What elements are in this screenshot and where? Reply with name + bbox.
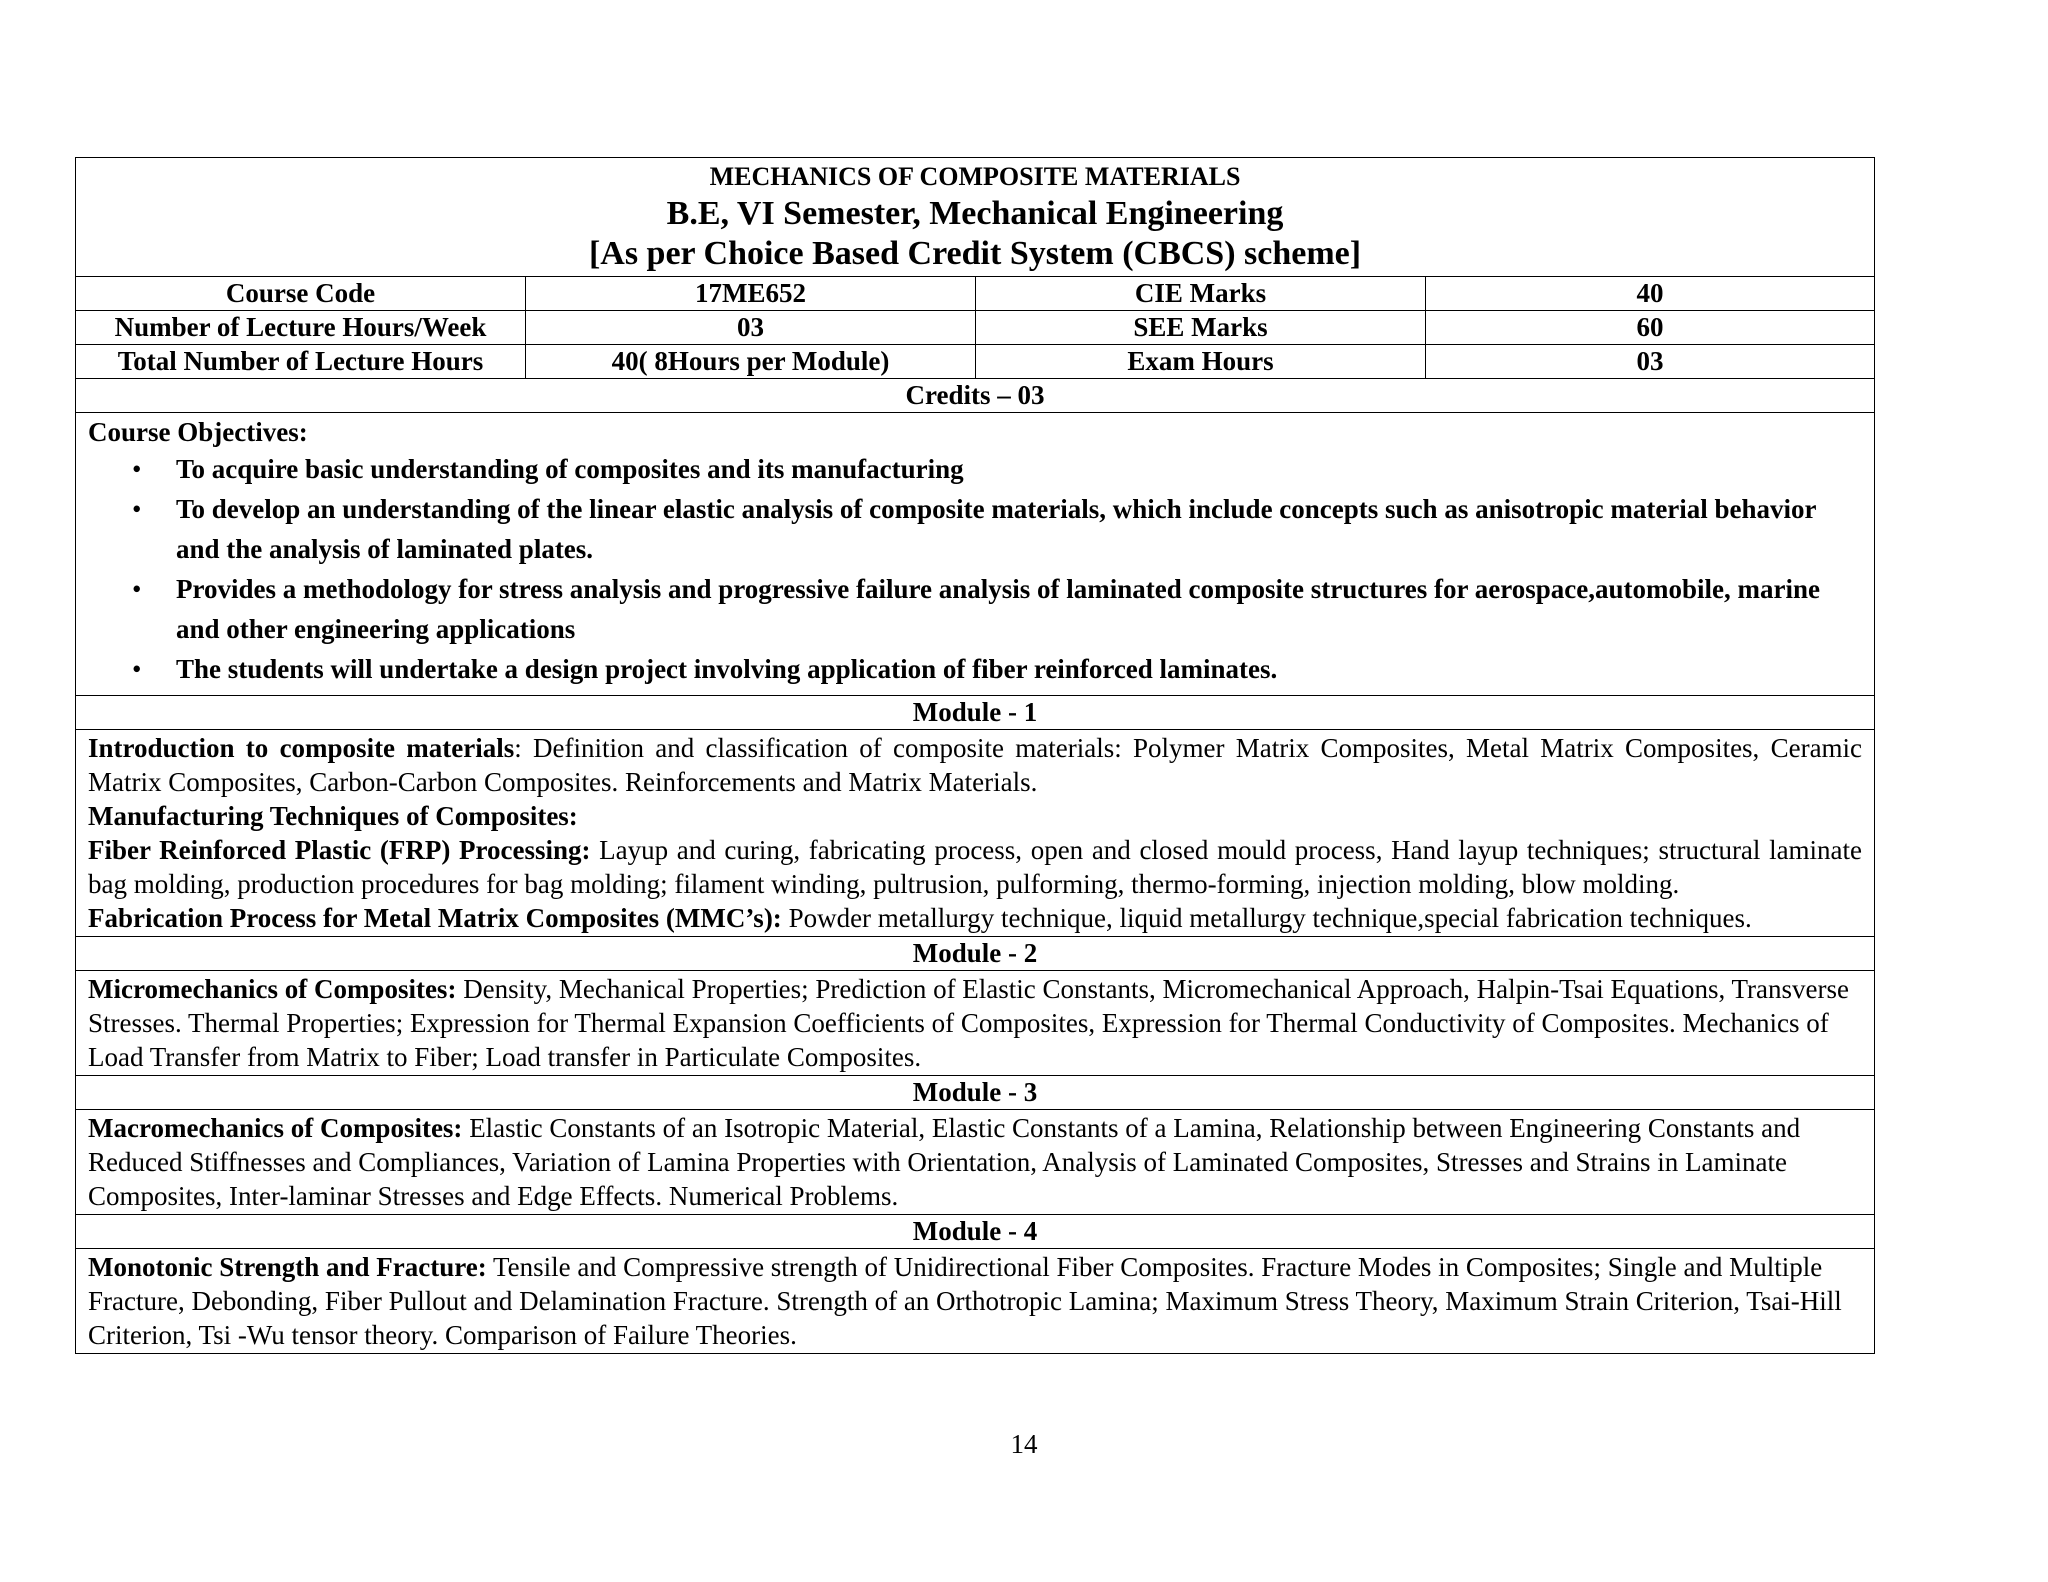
module-text: Powder metallurgy technique, liquid metallurgy technique,special fabrication techniques.	[781, 903, 1752, 933]
objective-item	[132, 569, 1862, 649]
module-paragraph	[88, 731, 1862, 799]
module-4-body	[76, 1249, 1875, 1354]
module-4-title: Module - 4	[76, 1215, 1875, 1249]
module-text: Tensile and Compressive strength of Unidirectional Fiber Composites. Fracture Modes in Composites; Single and Multiple Fracture, Debonding, Fiber Pullout and Delamination Fracture. Strength of an Orthotropic Lamina; Maximum Stress Theory, Maximum Strain Criterion, Tsai-Hill Criterion, Tsi -Wu tensor theory. Comparison of Failure Theories.	[88, 1252, 1842, 1350]
lecture-hours-week-label: Number of Lecture Hours/Week	[76, 311, 526, 345]
objective-item	[132, 489, 1862, 569]
module-2-title: Module - 2	[76, 937, 1875, 971]
objective-item	[132, 449, 1862, 489]
course-code-value: 17ME652	[526, 277, 976, 311]
objectives-title: Course Objectives:	[88, 417, 308, 447]
module-paragraph	[88, 901, 1862, 935]
module-text: Elastic Constants of an Isotropic Material, Elastic Constants of a Lamina, Relationship between Engineering Constants and Reduced Stiffnesses and Compliances, Variation of Lamina Properties with Orientation, Analysis of Laminated Composites, Stresses and Strains in Laminate Composites, Inter-laminar Stresses and Edge Effects. Numerical Problems.	[88, 1113, 1801, 1211]
objective-text: Provides a methodology for stress analysis and progressive failure analysis of laminated composite structures for aerospace,automobile, marine and other engineering applications	[176, 574, 1820, 644]
module-text: : Definition and classification of composite materials: Polymer Matrix Composites, Metal Matrix Composites, Ceramic Matrix Composites, Carbon-Carbon Composites. Reinforcements and Matrix Materials.	[88, 733, 1863, 797]
course-title: MECHANICS OF COMPOSITE MATERIALS	[709, 162, 1241, 191]
course-code-label: Course Code	[76, 277, 526, 311]
course-scheme: [As per Choice Based Credit System (CBCS) scheme]	[588, 235, 1362, 272]
credits: Credits – 03	[76, 379, 1875, 413]
objective-item	[132, 649, 1862, 689]
module-3-body	[76, 1110, 1875, 1215]
module-topic: Fiber Reinforced Plastic (FRP) Processing:	[88, 835, 591, 865]
objectives-list	[88, 449, 1862, 689]
total-hours-value: 40( 8Hours per Module)	[526, 345, 976, 379]
info-row-lecture-hours	[76, 311, 1875, 345]
module-paragraph	[88, 833, 1862, 901]
module-1-body	[76, 730, 1875, 937]
info-row-total-hours	[76, 345, 1875, 379]
course-objectives	[76, 413, 1875, 696]
module-text: Layup and curing, fabricating process, open and closed mould process, Hand layup techniques; structural laminate bag molding, production procedures for bag molding; filament winding, pultrusion, pulforming, thermo-forming, injection molding, blow molding.	[88, 835, 1863, 899]
exam-hours-label: Exam Hours	[976, 345, 1426, 379]
module-paragraph	[88, 1250, 1862, 1352]
course-subtitle: B.E, VI Semester, Mechanical Engineering	[666, 195, 1284, 232]
module-paragraph	[88, 1111, 1862, 1213]
module-text: Density, Mechanical Properties; Prediction of Elastic Constants, Micromechanical Approach, Halpin-Tsai Equations, Transverse Stresses. Thermal Properties; Expression for Thermal Expansion Coefficients of Composites, Expression for Thermal Conductivity of Composites. Mechanics of Load Transfer from Matrix to Fiber; Load transfer in Particulate Composites.	[88, 974, 1849, 1072]
cie-marks-label: CIE Marks	[976, 277, 1426, 311]
bullet-icon: •	[132, 654, 142, 684]
module-topic: Monotonic Strength and Fracture:	[88, 1252, 487, 1282]
module-topic: Introduction to composite materials	[88, 733, 515, 763]
module-topic: Fabrication Process for Metal Matrix Composites (MMC’s):	[88, 903, 782, 933]
objective-text: To acquire basic understanding of composites and its manufacturing	[176, 454, 964, 484]
module-paragraph	[88, 972, 1862, 1074]
course-header	[76, 158, 1875, 277]
module-1-title: Module - 1	[76, 696, 1875, 730]
module-topic: Manufacturing Techniques of Composites:	[88, 801, 578, 831]
see-marks-label: SEE Marks	[976, 311, 1426, 345]
exam-hours-value: 03	[1426, 345, 1875, 379]
objective-text: The students will undertake a design project involving application of fiber reinforced laminates.	[176, 654, 1278, 684]
total-hours-label: Total Number of Lecture Hours	[76, 345, 526, 379]
lecture-hours-week-value: 03	[526, 311, 976, 345]
bullet-icon: •	[132, 454, 142, 484]
bullet-icon: •	[132, 574, 142, 604]
info-row-course-code	[76, 277, 1875, 311]
module-3-title: Module - 3	[76, 1076, 1875, 1110]
objective-text: To develop an understanding of the linear elastic analysis of composite materials, which include concepts such as anisotropic material behavior and the analysis of laminated plates.	[176, 494, 1817, 564]
syllabus-table	[75, 157, 1875, 1354]
module-topic: Micromechanics of Composites:	[88, 974, 457, 1004]
module-2-body	[76, 971, 1875, 1076]
bullet-icon: •	[132, 494, 142, 524]
module-topic: Macromechanics of Composites:	[88, 1113, 463, 1143]
see-marks-value: 60	[1426, 311, 1875, 345]
cie-marks-value: 40	[1426, 277, 1875, 311]
module-paragraph	[88, 799, 1862, 833]
page-number: 14	[1010, 1429, 1038, 1459]
